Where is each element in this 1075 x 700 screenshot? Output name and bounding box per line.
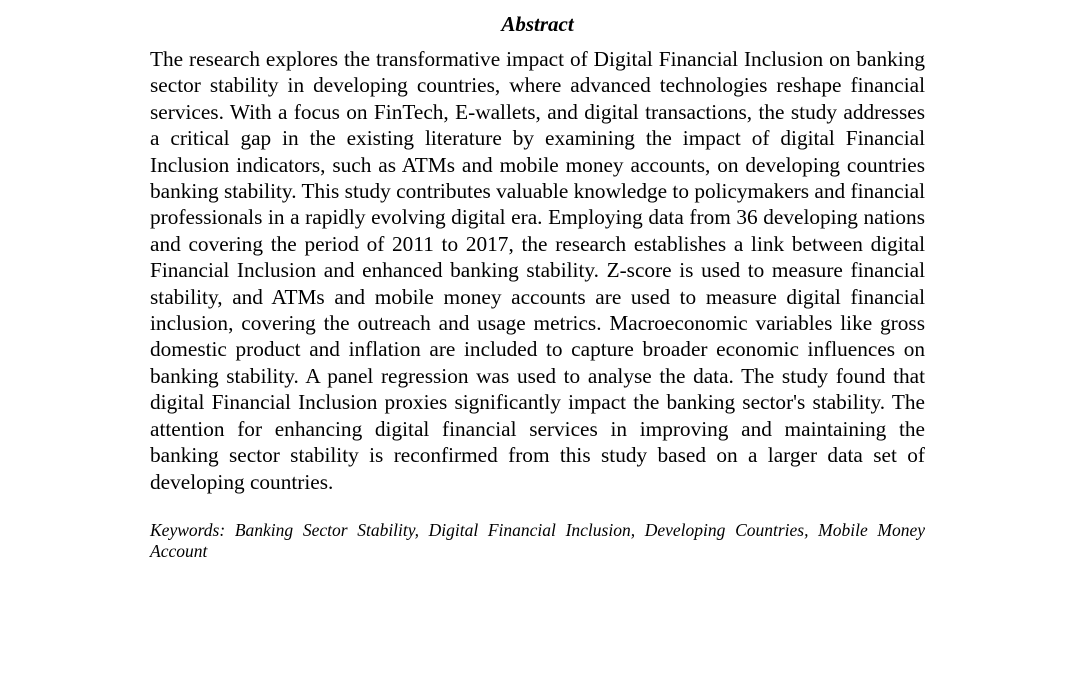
abstract-heading: Abstract [501, 12, 574, 36]
abstract-body: The research explores the transformative impact of Digital Financial Inclusion on banking sector stability in developing countries, where advanced technologies reshape financial services. With a focus on FinTech, E-wallets, and digital transactions, the study addresses a critical gap in the existing literature by examining the impact of digital Financial Inclusion indicators, such as ATMs and mobile money accounts, on developing countries banking stability. This study contributes valuable knowledge to policymakers and financial professionals in a rapidly evolving digital era. Employing data from 36 developing nations and covering the period of 2011 to 2017, the research establishes a link between digital Financial Inclusion and enhanced banking stability. Z-score is used to measure financial stability, and ATMs and mobile money accounts are used to measure digital financial inclusion, covering the outreach and usage metrics. Macroeconomic variables like gross domestic product and inflation are included to capture broader economic influences on banking stability. A panel regression was used to analyse the data. The study found that digital Financial Inclusion proxies significantly impact the banking sector's stability. The attention for enhancing digital financial services in improving and maintaining the banking sector stability is reconfirmed from this study based on a larger data set of developing countries. [150, 47, 925, 494]
abstract-section [150, 10, 925, 562]
keywords-line: Keywords: Banking Sector Stability, Digital Financial Inclusion, Developing Countries, Mobile Money Account [150, 519, 925, 561]
